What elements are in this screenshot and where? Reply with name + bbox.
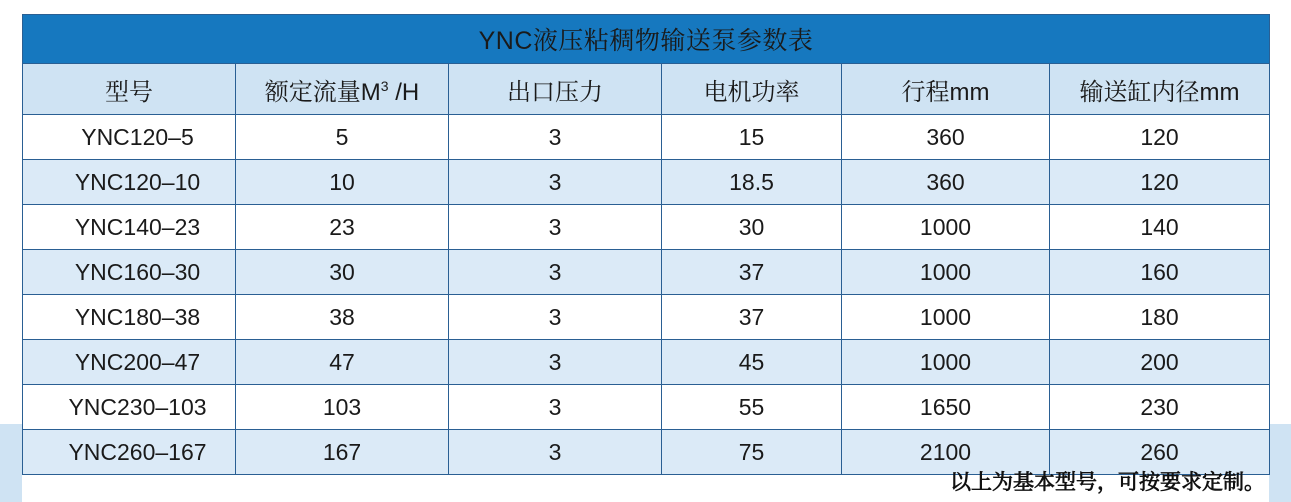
cell-cylinder-bore: 200 xyxy=(1050,340,1270,385)
spec-sheet xyxy=(22,14,1269,475)
cell-stroke: 1000 xyxy=(842,340,1050,385)
cell-motor-power: 37 xyxy=(662,250,842,295)
cell-cylinder-bore: 120 xyxy=(1050,160,1270,205)
cell-outlet-pressure: 3 xyxy=(449,430,662,475)
column-header-motor-power: 电机功率 xyxy=(662,64,842,115)
cell-rated-flow: 38 xyxy=(236,295,449,340)
column-header-rated-flow-superscript: 3 xyxy=(380,77,389,94)
cell-outlet-pressure: 3 xyxy=(449,385,662,430)
cell-rated-flow: 5 xyxy=(236,115,449,160)
column-header-cylinder-bore: 输送缸内径mm xyxy=(1050,64,1270,115)
cell-rated-flow: 10 xyxy=(236,160,449,205)
table-title: YNC液压粘稠物输送泵参数表 xyxy=(23,15,1270,64)
spec-table xyxy=(22,14,1270,475)
cell-stroke: 1650 xyxy=(842,385,1050,430)
cell-outlet-pressure: 3 xyxy=(449,160,662,205)
cell-model: YNC140–23 xyxy=(23,205,236,250)
cell-rated-flow: 167 xyxy=(236,430,449,475)
table-row xyxy=(23,340,1270,385)
table-row xyxy=(23,205,1270,250)
cell-outlet-pressure: 3 xyxy=(449,250,662,295)
table-row xyxy=(23,295,1270,340)
cell-stroke: 1000 xyxy=(842,295,1050,340)
cell-cylinder-bore: 140 xyxy=(1050,205,1270,250)
cell-stroke: 360 xyxy=(842,160,1050,205)
cell-motor-power: 75 xyxy=(662,430,842,475)
table-row xyxy=(23,115,1270,160)
cell-stroke: 1000 xyxy=(842,250,1050,295)
column-header-rated-flow xyxy=(236,64,449,115)
cell-rated-flow: 23 xyxy=(236,205,449,250)
cell-cylinder-bore: 120 xyxy=(1050,115,1270,160)
column-header-outlet-pressure: 出口压力 xyxy=(449,64,662,115)
cell-model: YNC120–5 xyxy=(23,115,236,160)
cell-motor-power: 45 xyxy=(662,340,842,385)
cell-motor-power: 37 xyxy=(662,295,842,340)
corner-accent-left xyxy=(0,424,22,502)
cell-stroke: 360 xyxy=(842,115,1050,160)
cell-rated-flow: 30 xyxy=(236,250,449,295)
cell-rated-flow: 47 xyxy=(236,340,449,385)
cell-stroke: 1000 xyxy=(842,205,1050,250)
cell-model: YNC160–30 xyxy=(23,250,236,295)
table-row xyxy=(23,385,1270,430)
column-header-stroke: 行程mm xyxy=(842,64,1050,115)
cell-cylinder-bore: 260 xyxy=(1050,430,1270,475)
cell-outlet-pressure: 3 xyxy=(449,340,662,385)
table-row xyxy=(23,160,1270,205)
column-header-rated-flow-suffix: /H xyxy=(388,78,420,106)
cell-cylinder-bore: 160 xyxy=(1050,250,1270,295)
cell-stroke: 2100 xyxy=(842,430,1050,475)
cell-model: YNC230–103 xyxy=(23,385,236,430)
cell-motor-power: 18.5 xyxy=(662,160,842,205)
cell-outlet-pressure: 3 xyxy=(449,295,662,340)
cell-rated-flow: 103 xyxy=(236,385,449,430)
table-title-row xyxy=(23,15,1270,64)
corner-accent-right xyxy=(1269,424,1291,502)
table-row xyxy=(23,250,1270,295)
cell-model: YNC200–47 xyxy=(23,340,236,385)
cell-model: YNC120–10 xyxy=(23,160,236,205)
cell-cylinder-bore: 230 xyxy=(1050,385,1270,430)
cell-cylinder-bore: 180 xyxy=(1050,295,1270,340)
column-header-rated-flow-prefix: 额定流量M xyxy=(264,78,381,106)
table-body xyxy=(23,115,1270,475)
column-header-model: 型号 xyxy=(23,64,236,115)
table-footnote: 以上为基本型号，可按要求定制。 xyxy=(950,471,1265,494)
cell-motor-power: 15 xyxy=(662,115,842,160)
cell-motor-power: 55 xyxy=(662,385,842,430)
cell-outlet-pressure: 3 xyxy=(449,205,662,250)
cell-motor-power: 30 xyxy=(662,205,842,250)
cell-model: YNC180–38 xyxy=(23,295,236,340)
cell-outlet-pressure: 3 xyxy=(449,115,662,160)
cell-model: YNC260–167 xyxy=(23,430,236,475)
table-header-row xyxy=(23,64,1270,115)
